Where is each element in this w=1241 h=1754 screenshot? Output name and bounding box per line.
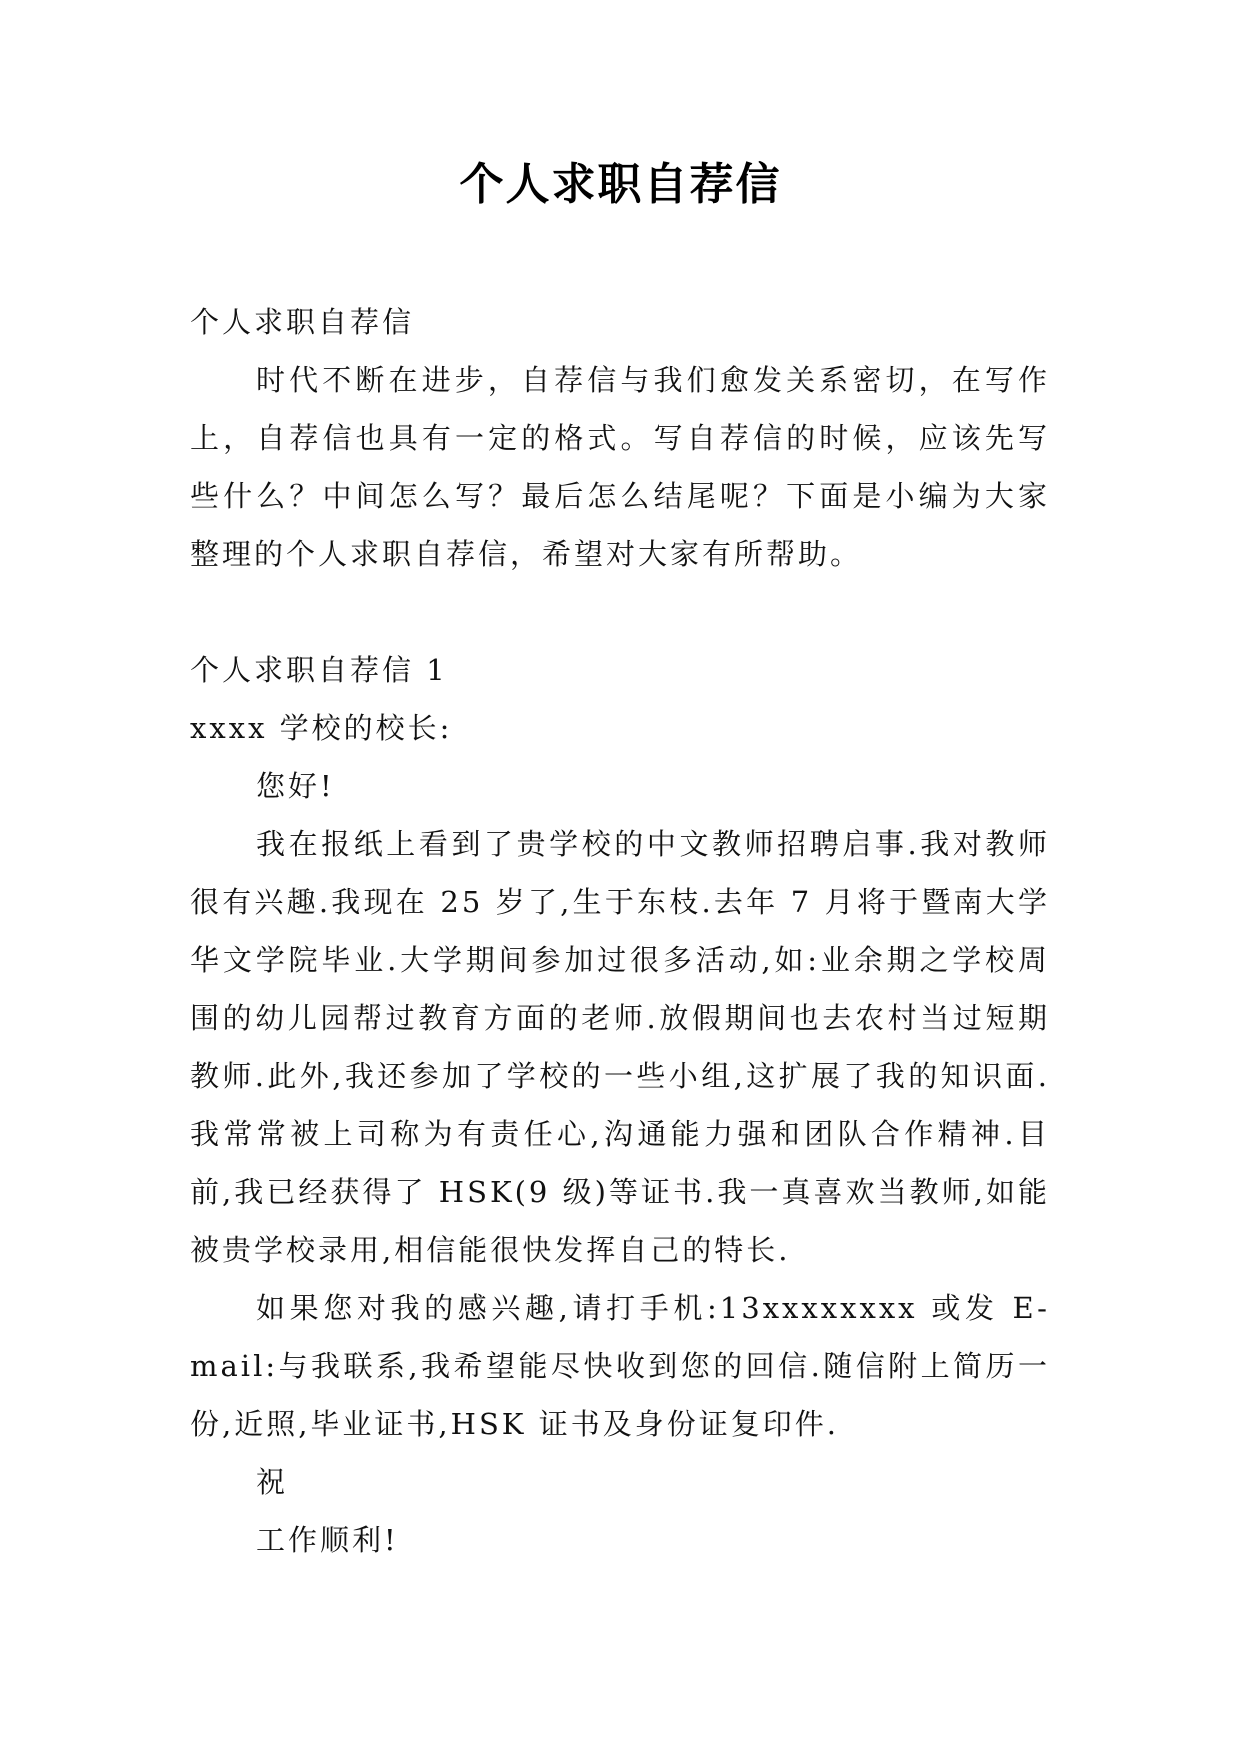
letter-paragraph-1: 我在报纸上看到了贵学校的中文教师招聘启事.我对教师很有兴趣.我现在 25 岁了,生于东枝.去年 7 月将于暨南大学华文学院毕业.大学期间参加过很多活动,如:业余期之学校周围的幼儿园帮过教育方面的老师.放假期间也去农村当过短期教师.此外,我还参加了学校的一些小组,这扩展了我的知识面.我常常被上司称为有责任心,沟通能力强和团队合作精神.目前,我已经获得了 HSK(9 级)等证书.我一真喜欢当教师,如能被贵学校录用,相信能很快发挥自己的特长. [190, 827, 1050, 1267]
paragraph-spacer [190, 583, 1050, 641]
letter-paragraph-2: 如果您对我的感兴趣,请打手机:13xxxxxxxx 或发 E-mail:与我联系,我希望能尽快收到您的回信.随信附上简历一份,近照,毕业证书,HSK 证书及身份证复印件. [190, 1291, 1050, 1441]
page-title: 个人求职自荐信 [459, 159, 782, 210]
letter-greeting: 您好! [256, 769, 335, 803]
letter-salutation: xxxx 学校的校长: [190, 711, 453, 745]
letter-closing-blessing: 工作顺利! [256, 1523, 399, 1557]
intro-paragraph: 时代不断在进步，自荐信与我们愈发关系密切，在写作上，自荐信也具有一定的格式。写自荐信的时候，应该先写些什么？中间怎么写？最后怎么结尾呢？下面是小编为大家整理的个人求职自荐信，希望对大家有所帮助。 [190, 363, 1050, 571]
document-body [190, 293, 1050, 1569]
letter-heading: 个人求职自荐信 1 [190, 653, 448, 687]
letter-closing-wish: 祝 [256, 1465, 289, 1499]
document-subtitle: 个人求职自荐信 [190, 305, 415, 339]
